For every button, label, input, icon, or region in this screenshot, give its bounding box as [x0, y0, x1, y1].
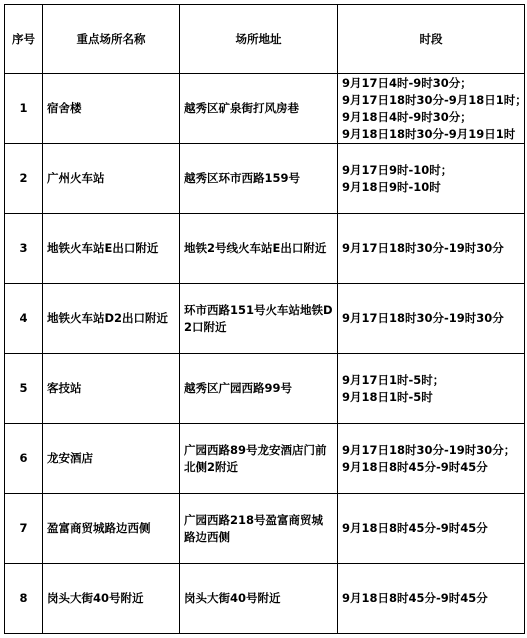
- time-line: 9月18日8时45分-9时45分: [342, 591, 488, 605]
- time-line: 9月17日18时30分-19时30分；: [342, 442, 516, 457]
- venue-name: 岗头大街40号附近: [43, 564, 180, 634]
- venue-name: 宿舍楼: [43, 74, 180, 144]
- venue-address: 岗头大街40号附近: [180, 564, 338, 634]
- time-line: 9月17日18时30分-19时30分: [342, 241, 504, 255]
- time-period: [338, 564, 525, 634]
- venue-address: 越秀区环市西路159号: [180, 144, 338, 214]
- row-index: 2: [5, 144, 43, 214]
- time-line: 9月18日8时45分-9时45分: [342, 521, 488, 535]
- venues-table: [4, 4, 525, 634]
- header-venue-name: 重点场所名称: [43, 5, 180, 74]
- time-period: [338, 284, 525, 354]
- time-period: [338, 424, 525, 494]
- venue-address: 地铁2号线火车站E出口附近: [180, 214, 338, 284]
- time-line: 9月17日18时30分-19时30分: [342, 311, 504, 325]
- table-row: [5, 74, 525, 144]
- venue-name: 地铁火车站E出口附近: [43, 214, 180, 284]
- row-index: 5: [5, 354, 43, 424]
- venue-address: 广园西路218号盈富商贸城路边西侧: [180, 494, 338, 564]
- venue-address: 越秀区广园西路99号: [180, 354, 338, 424]
- time-line: 9月18日9时-10时: [342, 179, 441, 194]
- row-index: 1: [5, 74, 43, 144]
- table-row: [5, 494, 525, 564]
- time-line: 9月18日1时-5时: [342, 389, 433, 404]
- table-row: [5, 214, 525, 284]
- header-row: [5, 5, 525, 74]
- time-line: 9月17日4时-9时30分；: [342, 75, 472, 90]
- time-period: [338, 354, 525, 424]
- venue-name: 龙安酒店: [43, 424, 180, 494]
- header-time-period: 时段: [338, 5, 525, 74]
- table-row: [5, 144, 525, 214]
- time-line: 9月17日1时-5时；: [342, 372, 445, 387]
- row-index: 6: [5, 424, 43, 494]
- time-line: 9月17日18时30分-9月18日1时；: [342, 92, 527, 107]
- row-index: 4: [5, 284, 43, 354]
- table-row: [5, 354, 525, 424]
- time-line: 9月18日18时30分-9月19日1时: [342, 126, 516, 141]
- time-period: [338, 494, 525, 564]
- table-row: [5, 424, 525, 494]
- time-line: 9月18日8时45分-9时45分: [342, 459, 488, 474]
- venue-address: 环市西路151号火车站地铁D2口附近: [180, 284, 338, 354]
- venue-name: 广州火车站: [43, 144, 180, 214]
- venue-address: 广园西路89号龙安酒店门前北侧2附近: [180, 424, 338, 494]
- header-index: 序号: [5, 5, 43, 74]
- time-line: 9月18日4时-9时30分；: [342, 109, 472, 124]
- time-line: 9月17日9时-10时；: [342, 162, 453, 177]
- venue-name: 地铁火车站D2出口附近: [43, 284, 180, 354]
- row-index: 8: [5, 564, 43, 634]
- venue-address: 越秀区矿泉街打风房巷: [180, 74, 338, 144]
- table-row: [5, 284, 525, 354]
- time-period: [338, 214, 525, 284]
- time-period: [338, 144, 525, 214]
- header-address: 场所地址: [180, 5, 338, 74]
- time-period: [338, 74, 525, 144]
- venue-name: 盈富商贸城路边西侧: [43, 494, 180, 564]
- venue-name: 客技站: [43, 354, 180, 424]
- row-index: 3: [5, 214, 43, 284]
- row-index: 7: [5, 494, 43, 564]
- table-row: [5, 564, 525, 634]
